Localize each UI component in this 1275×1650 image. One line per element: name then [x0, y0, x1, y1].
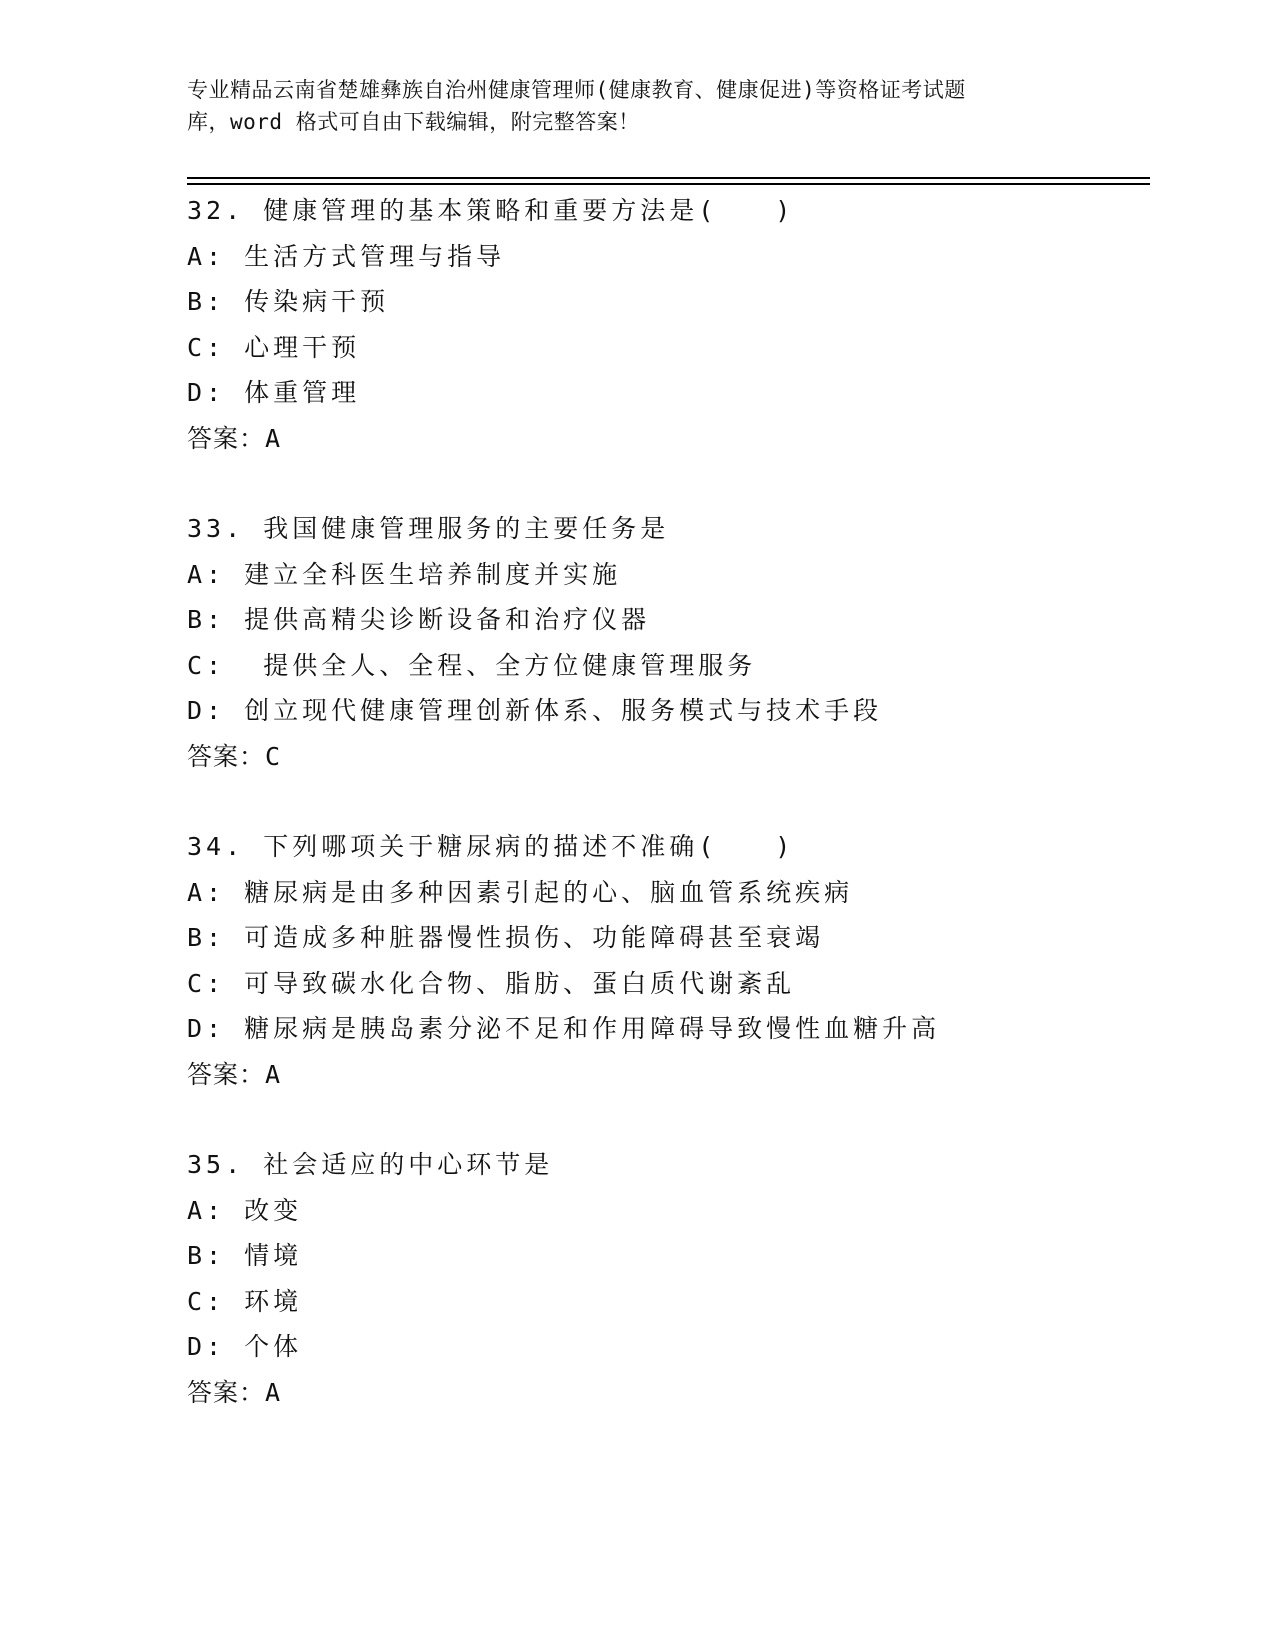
question-35	[187, 1142, 1147, 1415]
option-a: A: 糖尿病是由多种因素引起的心、脑血管系统疾病	[187, 877, 854, 907]
question-list	[187, 188, 1147, 1460]
option-a: A: 改变	[187, 1195, 303, 1225]
answer: 答案：A	[187, 1059, 282, 1089]
question-stem: 35. 社会适应的中心环节是	[187, 1150, 554, 1179]
answer: 答案：A	[187, 423, 282, 453]
option-b: B: 提供高精尖诊断设备和治疗仪器	[187, 605, 651, 634]
option-c: C: 可导致碳水化合物、脂肪、蛋白质代谢紊乱	[187, 968, 796, 998]
option-c: C: 环境	[187, 1286, 303, 1316]
option-c: C: 提供全人、全程、全方位健康管理服务	[187, 650, 757, 680]
answer: 答案：A	[187, 1377, 282, 1407]
option-d: D: 创立现代健康管理创新体系、服务模式与技术手段	[187, 696, 883, 725]
header-rule-bottom	[187, 183, 1150, 185]
question-stem: 32. 健康管理的基本策略和重要方法是( )	[187, 196, 795, 225]
option-b: B: 情境	[187, 1241, 303, 1270]
option-b: B: 可造成多种脏器慢性损伤、功能障碍甚至衰竭	[187, 923, 825, 952]
option-d: D: 个体	[187, 1332, 303, 1361]
question-32	[187, 188, 1147, 461]
question-33	[187, 506, 1147, 779]
option-d: D: 体重管理	[187, 378, 361, 407]
option-d: D: 糖尿病是胰岛素分泌不足和作用障碍导致慢性血糖升高	[187, 1014, 941, 1043]
option-b: B: 传染病干预	[187, 287, 390, 316]
answer: 答案：C	[187, 741, 282, 771]
option-a: A: 生活方式管理与指导	[187, 241, 506, 271]
option-c: C: 心理干预	[187, 332, 361, 362]
header-line-1: 专业精品云南省楚雄彝族自治州健康管理师(健康教育、健康促进)等资格证考试题	[187, 78, 966, 102]
question-stem: 33. 我国健康管理服务的主要任务是	[187, 514, 670, 543]
option-a: A: 建立全科医生培养制度并实施	[187, 559, 622, 589]
header-line-2: 库，word 格式可自由下载编辑，附完整答案！	[187, 110, 640, 134]
header-rule-top	[187, 177, 1150, 179]
question-stem: 34. 下列哪项关于糖尿病的描述不准确( )	[187, 832, 795, 861]
document-header	[187, 74, 1087, 138]
question-34	[187, 824, 1147, 1097]
